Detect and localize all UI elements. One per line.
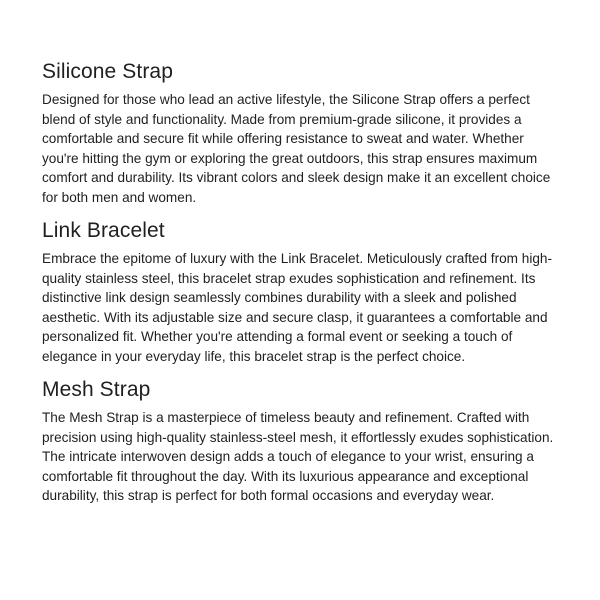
section-title: Silicone Strap bbox=[42, 60, 173, 83]
section-mesh-strap bbox=[42, 376, 560, 506]
section-body: The Mesh Strap is a masterpiece of timeless beauty and refinement. Crafted with precision using high-quality stainless-steel mesh, it effortlessly exudes sophistication. The intricate interwoven design adds a touch of elegance to your wrist, ensuring a comfortable fit throughout the day. With its luxurious appearance and exceptional durability, this strap is perfect for both formal occasions and everyday wear. bbox=[42, 410, 554, 503]
section-body: Embrace the epitome of luxury with the Link Bracelet. Meticulously crafted from high-quality stainless steel, this bracelet strap exudes sophistication and refinement. Its distinctive link design seamlessly combines durability with a sleek and polished aesthetic. With its adjustable size and secure clasp, it guarantees a comfortable and personalized fit. Whether you're attending a formal event or seeking a touch of elegance in your everyday life, this bracelet strap is the perfect choice. bbox=[42, 251, 552, 364]
section-link-bracelet bbox=[42, 217, 560, 366]
section-title: Mesh Strap bbox=[42, 378, 151, 401]
section-body: Designed for those who lead an active lifestyle, the Silicone Strap offers a perfect blend of style and functionality. Made from premium-grade silicone, it provides a comfortable and secure fit while offering resistance to sweat and water. Whether you're hitting the gym or exploring the great outdoors, this strap ensures maximum comfort and durability. Its vibrant colors and sleek design make it an excellent choice for both men and women. bbox=[42, 92, 551, 205]
section-title: Link Bracelet bbox=[42, 219, 165, 242]
section-silicone-strap bbox=[42, 58, 560, 207]
